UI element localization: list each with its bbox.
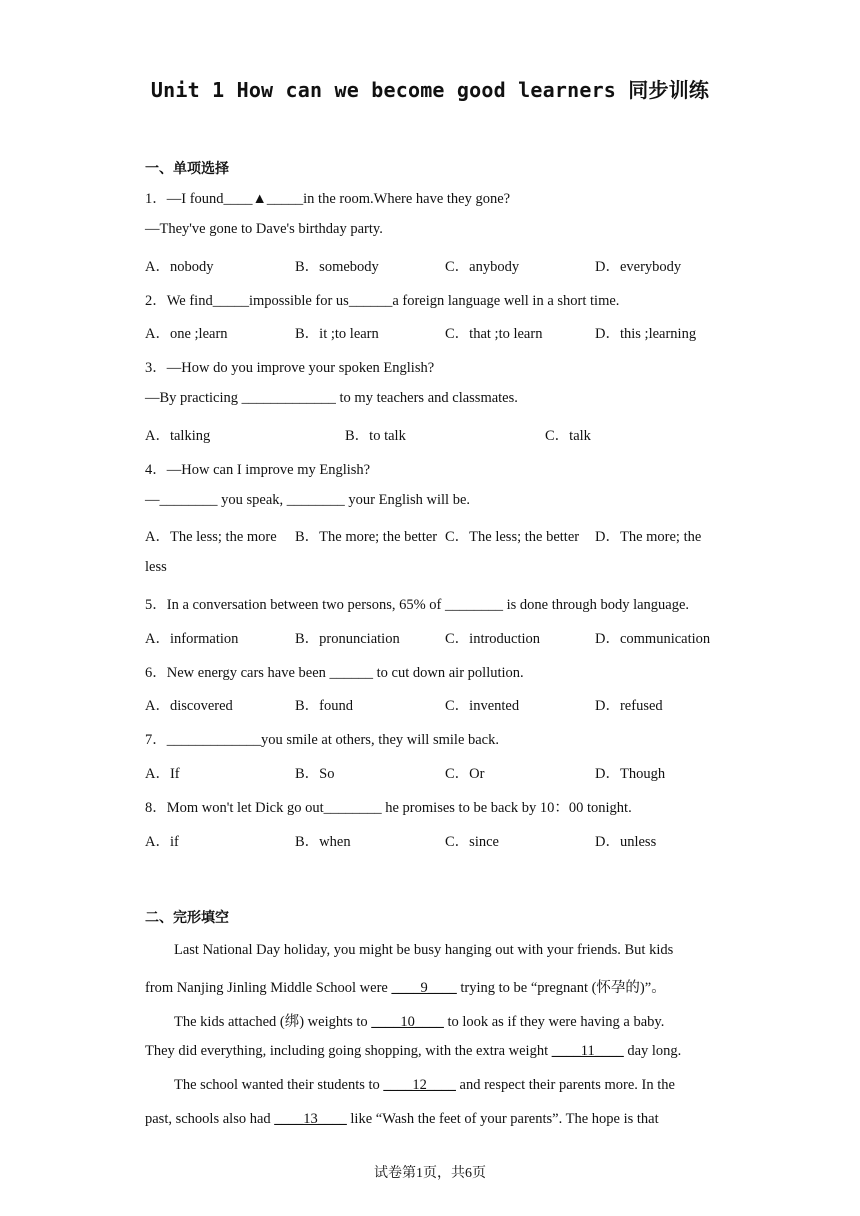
passage-text: past, schools also had <box>145 1111 275 1127</box>
option-d: D．everybody <box>595 259 682 275</box>
passage-text: trying to be “pregnant (怀孕的)”。 <box>456 980 666 996</box>
option-a: A．The less; the more <box>145 529 277 545</box>
cloze-blank-13: ____13____ <box>274 1111 347 1127</box>
passage-line <box>174 1077 675 1094</box>
passage-text: and respect their parents more. In the <box>455 1077 675 1093</box>
option-b: B．So <box>295 766 335 782</box>
question-dialogue-line: —They've gone to Dave's birthday party. <box>145 221 383 237</box>
question-stem: in the room.Where have they gone? <box>303 191 511 207</box>
question-6: 6．New energy cars have been ______ to cut down air pollution. <box>145 665 524 681</box>
option-a: A．discovered <box>145 698 233 714</box>
passage-text: They did everything, including going shopping, with the extra weight <box>145 1043 552 1059</box>
option-wrap-text: less <box>145 559 167 575</box>
option-b: B．pronunciation <box>295 631 400 647</box>
passage-line <box>145 976 666 997</box>
passage-line: Last National Day holiday, you might be busy hanging out with your friends. But kids <box>174 942 674 958</box>
option-c: C．that ;to learn <box>445 326 543 342</box>
cloze-blank-11: ____11____ <box>551 1043 624 1059</box>
option-d: D．communication <box>595 631 711 647</box>
option-b: B．when <box>295 834 351 850</box>
page-title: Unit 1 How can we become good learners 同步训练 <box>150 78 710 102</box>
page-footer: 试卷第1页，共6页 <box>374 1166 486 1181</box>
option-a: A．talking <box>145 428 211 444</box>
passage-line <box>145 1043 681 1060</box>
option-c: C．since <box>445 834 499 850</box>
question-dialogue-line: —By practicing _____________ to my teachers and classmates. <box>145 390 518 406</box>
option-c: C．anybody <box>445 259 520 275</box>
question-5: 5．In a conversation between two persons, 65% of ________ is done through body language. <box>145 597 690 613</box>
cloze-blank-9: ____9____ <box>391 980 457 996</box>
option-d: D．unless <box>595 834 657 850</box>
question-1 <box>145 187 510 208</box>
passage-line <box>145 1111 659 1128</box>
passage-text: day long. <box>623 1043 682 1059</box>
passage-text: to look as if they were having a baby. <box>443 1014 665 1030</box>
question-7: 7．_____________you smile at others, they will smile back. <box>145 732 499 748</box>
option-c: C．introduction <box>445 631 541 647</box>
option-c: C．invented <box>445 698 520 714</box>
option-a: A．If <box>145 766 180 782</box>
option-c: C．The less; the better <box>445 529 580 545</box>
passage-text: The school wanted their students to <box>174 1077 384 1093</box>
option-a: A．if <box>145 834 179 850</box>
passage-text: The kids attached (绑) weights to <box>174 1014 372 1030</box>
section-heading-cloze: 二、完形填空 <box>145 910 229 926</box>
section-heading-single-choice: 一、单项选择 <box>145 161 229 177</box>
question-3: 3．—How do you improve your spoken English? <box>145 360 435 376</box>
option-b: B．somebody <box>295 259 379 275</box>
question-2: 2．We find_____impossible for us______a foreign language well in a short time. <box>145 293 620 309</box>
option-d: D．The more; the <box>595 529 702 545</box>
option-d: D．refused <box>595 698 663 714</box>
cloze-blank-10: ____10____ <box>371 1014 444 1030</box>
option-b: B．found <box>295 698 353 714</box>
option-b: B．to talk <box>345 428 406 444</box>
question-dialogue-line: —________ you speak, ________ your English will be. <box>145 492 471 508</box>
option-b: B．The more; the better <box>295 529 438 545</box>
option-c: C．Or <box>445 766 485 782</box>
option-c: C．talk <box>545 428 591 444</box>
option-b: B．it ;to learn <box>295 326 379 342</box>
question-stem: 1．—I found <box>145 191 224 207</box>
option-d: D．this ;learning <box>595 326 697 342</box>
option-d: D．Though <box>595 766 666 782</box>
question-4: 4．—How can I improve my English? <box>145 462 371 478</box>
option-a: A．information <box>145 631 239 647</box>
passage-text: from Nanjing Jinling Middle School were <box>145 980 392 996</box>
option-a: A．one ;learn <box>145 326 228 342</box>
option-a: A．nobody <box>145 259 214 275</box>
answer-blank: ____▲_____ <box>223 191 304 207</box>
passage-text: like “Wash the feet of your parents”. The hope is that <box>346 1111 659 1127</box>
question-8: 8．Mom won't let Dick go out________ he promises to be back by 10：00 tonight. <box>145 800 632 816</box>
passage-line <box>174 1010 664 1031</box>
cloze-blank-12: ____12____ <box>383 1077 456 1093</box>
